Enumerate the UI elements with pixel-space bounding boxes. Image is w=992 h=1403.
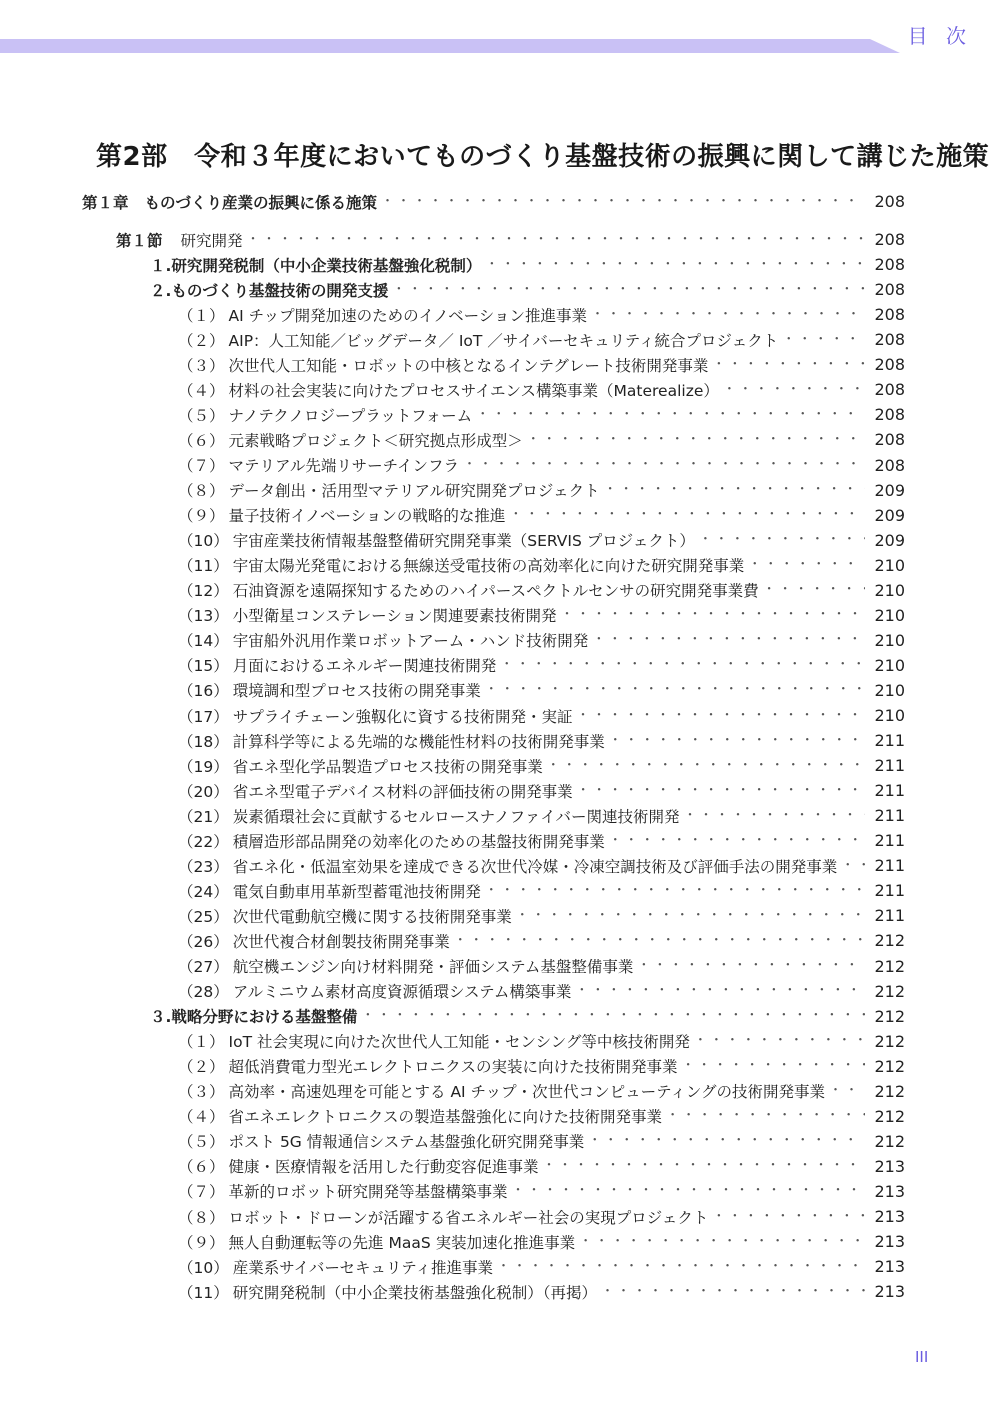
toc-entry[interactable] (178, 753, 905, 778)
leader-dots (463, 456, 865, 474)
toc-entry-number: （９） (178, 1233, 225, 1252)
leader-dots (361, 1007, 865, 1025)
toc-entry[interactable] (178, 728, 905, 753)
toc-entry-number: （５） (178, 406, 225, 425)
toc-entry-title: 省エネ化・低温室効果を達成できる次世代冷媒・冷凍空調技術及び評価手法の開発事業 (232, 857, 838, 876)
leader-dots (609, 732, 865, 750)
toc-entry[interactable] (178, 377, 905, 402)
leader-dots (712, 356, 865, 374)
toc-entry-title: 環境調和型プロセス技術の開発事業 (232, 682, 481, 701)
toc-entry-number: （８） (178, 1208, 225, 1227)
leader-dots (547, 757, 865, 775)
toc-entry-page: 211 (874, 781, 905, 801)
toc-entry-number: （２） (178, 1058, 225, 1077)
toc-entry[interactable] (178, 903, 905, 928)
leader-dots (579, 1233, 865, 1251)
toc-entry-title: 次世代人工知能・ロボットの中核となるインテグレート技術開発事業 (228, 356, 709, 375)
toc-entry-page: 212 (874, 1081, 905, 1101)
leader-dots (609, 832, 865, 850)
leader-dots (577, 782, 865, 800)
toc-entry-title: 革新的ロボット研究開発等基盤構築事業 (228, 1183, 508, 1202)
leader-dots (485, 882, 865, 900)
toc-entry-title: マテリアル先端リサーチインフラ (228, 457, 460, 475)
toc-entry-title: 元素戦略プロジェクト＜研究拠点形成型＞ (228, 431, 523, 450)
toc-entry-number: （４） (178, 1108, 225, 1127)
toc-entry-number: （12） (178, 582, 229, 601)
toc-entry-number: （25） (178, 907, 229, 926)
leader-dots (748, 556, 865, 574)
leader-dots (712, 1208, 865, 1226)
toc-entry-title: 宇宙太陽光発電における無線送受電技術の高効率化に向けた研究開発事業 (232, 557, 745, 576)
toc-entry-title: 研究開発税制（中小企業技術基盤強化税制） (171, 256, 482, 275)
toc-entry[interactable] (178, 603, 905, 628)
toc-entry-number: （13） (178, 607, 229, 626)
toc-entry[interactable] (178, 553, 905, 578)
leader-dots (485, 681, 865, 699)
toc-entry-page: 210 (874, 655, 905, 675)
toc-entry-title: ポスト 5G 情報通信システム基盤強化研究開発事業 (228, 1133, 585, 1152)
toc-entry[interactable] (178, 478, 905, 503)
toc-entry-page: 211 (874, 756, 905, 776)
toc-entry-title: 航空機エンジン向け材料開発・評価システム基盤整備事業 (232, 958, 634, 976)
toc-entry[interactable] (178, 402, 905, 427)
toc-entry[interactable] (178, 1079, 905, 1104)
leader-dots (601, 1283, 865, 1301)
toc-entry-number: （23） (178, 857, 229, 876)
toc-entry-page: 211 (874, 806, 905, 826)
toc-entry[interactable] (178, 954, 905, 979)
toc-entry-page: 209 (874, 480, 905, 500)
toc-entry-number: （４） (178, 381, 225, 400)
toc-entry-number: （18） (178, 732, 229, 751)
toc-entry[interactable] (178, 1229, 905, 1254)
toc-entry-number: （10） (178, 1258, 229, 1277)
toc-entry-title: 研究開発 (180, 231, 243, 250)
toc-entry-title: AI チップ開発加速のためのイノベーション推進事業 (228, 306, 587, 325)
toc-entry-page: 212 (874, 931, 905, 951)
toc-entry-page: 208 (874, 455, 905, 475)
toc-entry-title: 産業系サイバーセキュリティ推進事業 (232, 1258, 493, 1277)
toc-entry-page: 208 (874, 280, 905, 300)
toc-entry[interactable] (178, 302, 905, 327)
toc-entry-number: （１） (178, 306, 225, 325)
toc-entry-title: 次世代複合材創製技術開発事業 (232, 932, 450, 951)
toc-entry-number: （11） (178, 557, 229, 576)
toc-entry-number: （７） (178, 457, 225, 475)
toc-entry[interactable] (178, 1154, 905, 1179)
toc-entry-title: 研究開発税制（中小企業技術基盤強化税制）（再掲） (232, 1283, 597, 1302)
leader-dots (392, 281, 865, 299)
toc-entry-title: ナノテクノロジープラットフォーム (228, 406, 473, 425)
toc-entry-number: （１） (178, 1033, 225, 1052)
toc-entry-page: 210 (874, 555, 905, 575)
leader-dots (683, 807, 865, 825)
toc-entry[interactable] (178, 1254, 905, 1279)
toc-entry-title: ものづくり産業の振興に係る施策 (144, 193, 378, 212)
leader-dots (841, 857, 865, 875)
toc-entry-number: （20） (178, 782, 229, 801)
toc-entry[interactable] (178, 578, 905, 603)
toc-entry[interactable] (150, 252, 905, 277)
leader-dots (543, 1157, 865, 1175)
leader-dots (723, 381, 865, 399)
toc-entry-number: （21） (178, 807, 229, 826)
toc-entry-number: （28） (178, 983, 229, 1002)
toc-entry[interactable] (178, 352, 905, 377)
toc-entry[interactable] (178, 979, 905, 1004)
toc-entry-number: （８） (178, 482, 225, 501)
toc-entry[interactable] (178, 853, 905, 878)
leader-dots (485, 256, 865, 274)
toc-entry-title: 無人自動運転等の先進 MaaS 実装加速化推進事業 (228, 1233, 576, 1252)
toc-entry-title: 宇宙産業技術情報基盤整備研究開発事業（SERVIS プロジェクト） (232, 532, 695, 551)
toc-entry[interactable] (178, 1179, 905, 1204)
leader-dots (591, 306, 865, 324)
toc-entry-number: （７） (178, 1183, 225, 1202)
toc-entry[interactable] (178, 1029, 905, 1054)
leader-dots (682, 1057, 865, 1075)
toc-entry[interactable] (82, 189, 905, 214)
toc-entry-page: 213 (874, 1156, 905, 1176)
toc-entry[interactable] (178, 453, 905, 478)
part-title: 第2部 令和３年度においてものづくり基盤技術の振興に関して講じた施策 (96, 142, 990, 172)
toc-entry-page: 212 (874, 956, 905, 976)
leader-dots (782, 331, 865, 349)
page-number: III (915, 1348, 929, 1366)
toc-entry[interactable] (178, 1054, 905, 1079)
toc-entry-page: 208 (874, 192, 905, 211)
leader-dots (829, 1082, 865, 1100)
toc-entry-number: （11） (178, 1283, 229, 1302)
toc-entry-title: 炭素循環社会に貢献するセルロースナノファイバー関連技術開発 (232, 807, 680, 826)
toc-entry-page: 213 (874, 1282, 905, 1302)
toc-entry-number: （15） (178, 657, 229, 676)
toc-entry-page: 212 (874, 1056, 905, 1076)
toc-entry-title: ものづくり基盤技術の開発支援 (171, 281, 389, 300)
leader-dots (476, 406, 865, 424)
toc-entry[interactable] (178, 828, 905, 853)
toc-entry-title: サプライチェーン強靱化に資する技術開発・実証 (232, 707, 573, 726)
toc-entry-page: 210 (874, 580, 905, 600)
toc-entry-page: 212 (874, 1006, 905, 1026)
toc-entry-title: 省エネエレクトロニクスの製造基盤強化に向けた技術開発事業 (228, 1108, 663, 1127)
toc-entry[interactable] (178, 803, 905, 828)
toc-entry-page: 213 (874, 1181, 905, 1201)
leader-dots (527, 431, 865, 449)
toc-entry-number: （２） (178, 331, 225, 350)
toc-entry[interactable] (178, 703, 905, 728)
toc-entry[interactable] (178, 528, 905, 553)
leader-dots (381, 193, 865, 211)
toc-entry-title: 省エネ型電子デバイス材料の評価技術の開発事業 (232, 782, 573, 801)
header-label: 目 次 (907, 24, 972, 48)
toc-entry[interactable] (178, 778, 905, 803)
toc-entry-title: AIP：人工知能／ビッグデータ／ IoT ／サイバーセキュリティ統合プロジェクト (228, 331, 779, 350)
toc-entry-page: 211 (874, 831, 905, 851)
toc-entry[interactable] (178, 503, 905, 528)
toc-entry-title: 材料の社会実装に向けたプロセスサイエンス構築事業（Materealize） (228, 381, 719, 400)
toc-entry-number: （17） (178, 707, 229, 726)
leader-dots (699, 531, 865, 549)
toc-entry[interactable] (150, 277, 905, 302)
leader-dots (497, 1258, 865, 1276)
toc-entry-title: 戦略分野における基盤整備 (171, 1008, 358, 1027)
toc-entry-number: （５） (178, 1133, 225, 1152)
toc-entry-page: 212 (874, 1031, 905, 1051)
toc-entry-page: 208 (874, 330, 905, 350)
toc-entry[interactable] (178, 1279, 905, 1304)
leader-dots (666, 1107, 865, 1125)
toc-entry-page: 211 (874, 881, 905, 901)
leader-dots (561, 606, 865, 624)
toc-entry-page: 212 (874, 981, 905, 1001)
toc-entry-title: 健康・医療情報を活用した行動変容促進事業 (228, 1158, 539, 1177)
toc-entry-title: ロボット・ドローンが活躍する省エネルギー社会の実現プロジェクト (228, 1208, 709, 1227)
toc-entry-page: 208 (874, 380, 905, 400)
toc-entry-page: 213 (874, 1257, 905, 1277)
toc-entry[interactable] (178, 653, 905, 678)
toc-entry-page: 208 (874, 255, 905, 275)
leader-dots (637, 957, 865, 975)
toc-entry-number: （26） (178, 932, 229, 951)
toc-entry-number: 第１節 (116, 231, 163, 250)
toc-entry[interactable] (178, 1129, 905, 1154)
toc-entry-title: 積層造形部品開発の効率化のための基盤技術開発事業 (232, 832, 605, 851)
toc-entry-page: 208 (874, 230, 905, 250)
toc-entry-title: 月面におけるエネルギー関連技術開発 (232, 657, 497, 676)
toc-entry-number: （９） (178, 507, 225, 526)
leader-dots (500, 656, 865, 674)
leader-dots (247, 231, 865, 249)
toc-entry-number: ２. (150, 281, 172, 300)
toc-entry-number: （６） (178, 1158, 225, 1177)
toc-entry-page: 210 (874, 630, 905, 650)
leader-dots (604, 481, 865, 499)
leader-dots (763, 581, 865, 599)
toc-entry[interactable] (178, 1104, 905, 1129)
toc-entry[interactable] (150, 1004, 905, 1029)
toc-entry-page: 211 (874, 906, 905, 926)
toc-entry-title: 電気自動車用革新型蓄電池技術開発 (232, 882, 481, 901)
toc-entry-number: （14） (178, 632, 229, 651)
toc-entry-page: 211 (874, 731, 905, 751)
toc-entry-title: 省エネ型化学品製造プロセス技術の開発事業 (232, 757, 543, 776)
toc-entry-title: 石油資源を遠隔探知するためのハイパースペクトルセンサの研究開発事業費 (232, 582, 759, 601)
toc-entry-page: 209 (874, 530, 905, 550)
toc-entry-number: （３） (178, 1083, 225, 1102)
toc-entry[interactable] (178, 928, 905, 953)
toc-entry-page: 208 (874, 430, 905, 450)
toc-entry-page: 213 (874, 1232, 905, 1252)
toc-entry-page: 208 (874, 405, 905, 425)
toc-entry-page: 210 (874, 605, 905, 625)
toc-entry-title: アルミニウム素材高度資源循環システム構築事業 (232, 983, 572, 1002)
leader-dots (575, 982, 865, 1000)
toc-entry[interactable] (178, 1204, 905, 1229)
leader-dots (577, 707, 866, 725)
leader-dots (694, 1032, 865, 1050)
toc-entry-number: （10） (178, 532, 229, 551)
toc-entry-page: 210 (874, 706, 905, 725)
toc-entry[interactable] (178, 327, 905, 352)
toc-entry-page: 211 (874, 856, 905, 876)
toc-entry-title: IoT 社会実現に向けた次世代人工知能・センシング等中核技術開発 (228, 1033, 690, 1052)
toc-entry-page: 210 (874, 680, 905, 700)
toc-entry[interactable] (116, 227, 905, 252)
toc-entry-number: （３） (178, 356, 225, 375)
toc-entry-title: 計算科学等による先端的な機能性材料の技術開発事業 (232, 732, 605, 751)
leader-dots (516, 907, 865, 925)
leader-dots (592, 631, 865, 649)
leader-dots (512, 1182, 865, 1200)
header-band (0, 39, 992, 53)
toc-entry-number: （16） (178, 682, 229, 701)
toc-entry-number: ３. (150, 1008, 172, 1027)
toc-entry-page: 208 (874, 305, 905, 325)
toc-entry-number: １. (150, 256, 172, 275)
toc-entry[interactable] (178, 427, 905, 452)
leader-dots (509, 506, 865, 524)
toc-entry[interactable] (178, 878, 905, 903)
toc-entry-title: データ創出・活用型マテリアル研究開発プロジェクト (228, 482, 600, 501)
toc-entry-title: 量子技術イノベーションの戦略的な推進 (228, 507, 506, 526)
leader-dots (588, 1132, 865, 1150)
toc-entry-page: 208 (874, 355, 905, 375)
toc-entry-page: 209 (874, 505, 905, 525)
toc-entry[interactable] (178, 678, 905, 703)
leader-dots (454, 932, 865, 950)
toc-entry-page: 213 (874, 1207, 905, 1226)
toc-entry[interactable] (178, 628, 905, 653)
toc-entry-number: （19） (178, 757, 229, 776)
toc-entry-number: 第１章 (82, 193, 129, 212)
toc-entry-page: 212 (874, 1131, 905, 1151)
toc-entry-number: （27） (178, 958, 229, 976)
toc-entry-title: 超低消費電力型光エレクトロニクスの実装に向けた技術開発事業 (228, 1058, 678, 1077)
toc-entry-page: 212 (874, 1106, 905, 1126)
toc-entry-number: （22） (178, 832, 229, 851)
toc-entry-title: 宇宙船外汎用作業ロボットアーム・ハンド技術開発 (232, 632, 589, 651)
toc-entry-title: 小型衛星コンステレーション関連要素技術開発 (232, 607, 557, 626)
toc-entry-title: 次世代電動航空機に関する技術開発事業 (232, 907, 512, 926)
toc-entry-number: （24） (178, 882, 229, 901)
toc-entry-title: 高効率・高速処理を可能とする AI チップ・次世代コンピューティングの技術開発事業 (228, 1083, 826, 1102)
toc-entry-number: （６） (178, 431, 225, 450)
